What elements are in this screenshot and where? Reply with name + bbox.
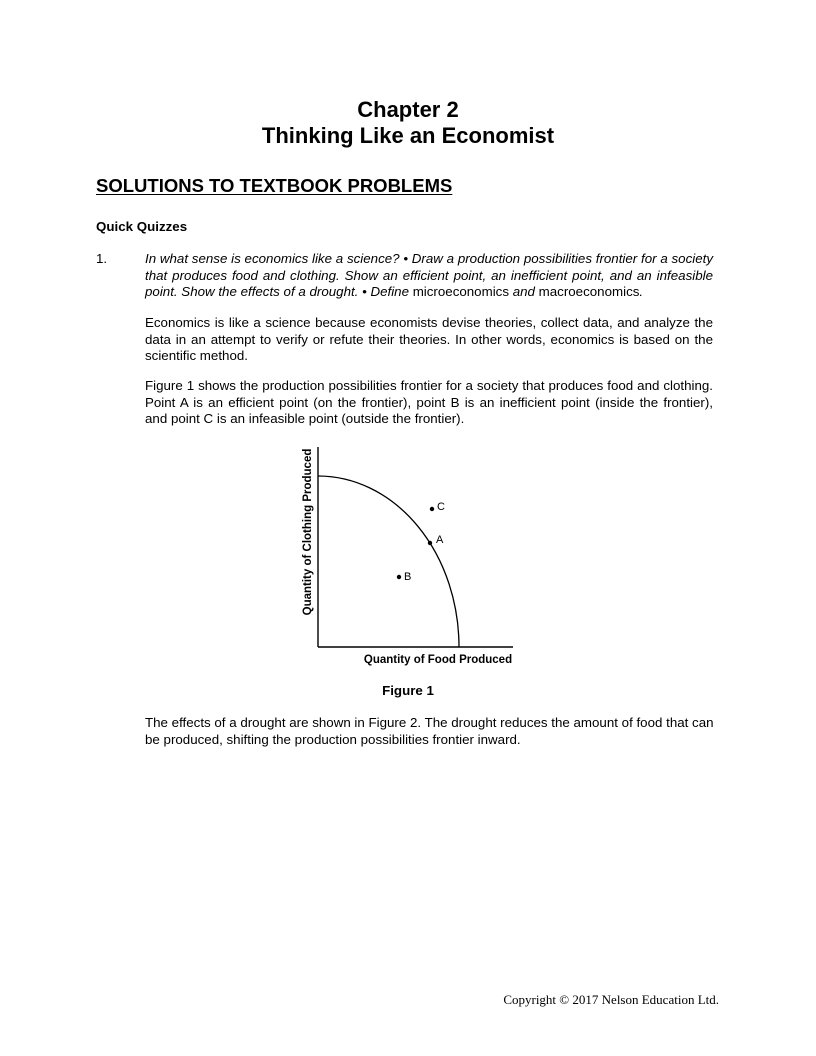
question-line: In what sense is economics like a science? • Draw a production possibilities frontier for a society	[145, 251, 713, 266]
point-c-label: C	[437, 501, 445, 513]
chapter-title: Thinking Like an Economist	[261, 123, 555, 148]
term-microeconomics: microeconomics	[412, 284, 509, 299]
paragraph-line: Point A is an efficient point (on the frontier), point B is an inefficient point (inside the frontier),	[145, 394, 713, 410]
ppf-figure	[290, 440, 530, 670]
answer-paragraph-ppf	[145, 378, 713, 428]
point-b-marker	[397, 575, 401, 579]
answer-paragraph-drought	[145, 715, 713, 748]
point-b-label: B	[404, 571, 412, 583]
paragraph-line: The effects of a drought are shown in Figure 2. The drought reduces the amount of food that can	[145, 715, 714, 730]
question-text-italic: .	[639, 284, 644, 299]
paragraph-line: be produced, shifting the production possibilities frontier inward.	[145, 731, 521, 747]
figure-caption: Figure 1	[382, 683, 434, 698]
paragraph-line: Figure 1 shows the production possibilities frontier for a society that produces food and clothing.	[145, 378, 713, 393]
question-text-italic: point. Show the effects of a drought. • Define	[145, 284, 413, 299]
point-a-label: A	[436, 534, 444, 546]
paragraph-line: Economics is like a science because economists devise theories, collect data, and analyze the	[145, 315, 713, 330]
subsection-heading: Quick Quizzes	[96, 219, 188, 234]
paragraph-line: scientific method.	[145, 348, 248, 363]
term-macroeconomics: macroeconomics	[538, 284, 640, 299]
copyright-footer: Copyright © 2017 Nelson Education Ltd.	[503, 992, 719, 1007]
y-axis-label: Quantity of Clothing Produced	[302, 448, 314, 616]
point-c-marker	[430, 507, 434, 511]
question-line: that produces food and clothing. Show an efficient point, an inefficient point, and an infeasible	[145, 267, 713, 283]
question-number: 1.	[96, 251, 108, 266]
question-text-italic: and	[509, 284, 539, 299]
paragraph-line: data in an attempt to verify or refute their theories. In other words, economics is based on the	[145, 331, 713, 347]
x-axis-label: Quantity of Food Produced	[363, 654, 513, 666]
paragraph-line: and point C is an infeasible point (outside the frontier).	[145, 411, 465, 426]
question-text	[145, 251, 713, 301]
section-heading: SOLUTIONS TO TEXTBOOK PROBLEMS	[96, 175, 453, 196]
chapter-title-block	[0, 97, 816, 149]
chapter-number: Chapter 2	[357, 97, 459, 122]
question-line	[145, 284, 713, 301]
point-a-marker	[428, 541, 432, 545]
answer-paragraph-science	[145, 315, 713, 365]
